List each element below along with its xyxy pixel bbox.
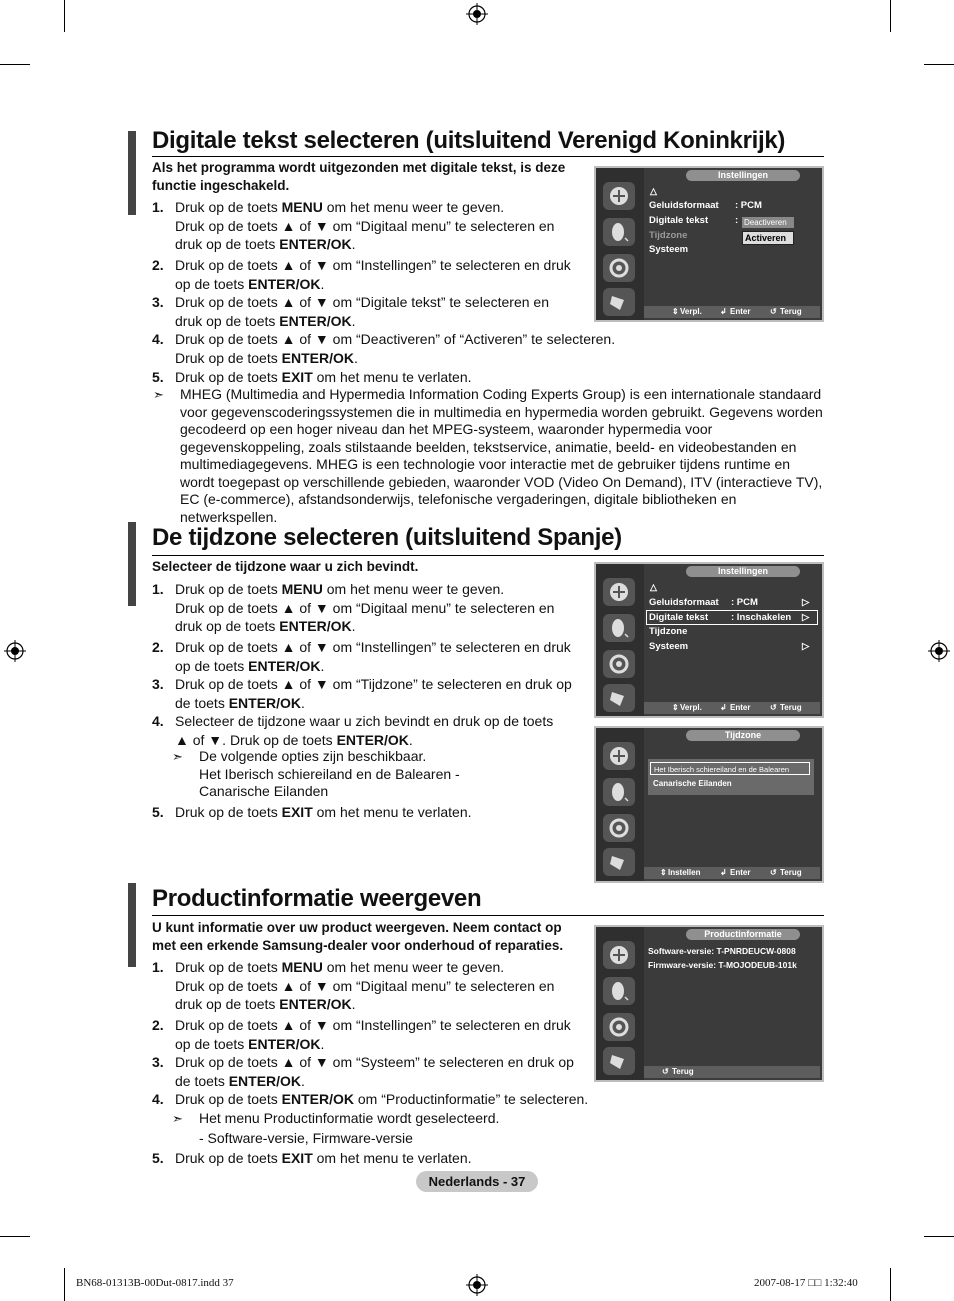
menu-row-value: : PCM xyxy=(731,597,758,608)
step-item: 5. Druk op de toets EXIT om het menu te verlaten. xyxy=(152,1150,472,1166)
nav-back-label: Terug xyxy=(672,1067,694,1076)
nav-back-label: Terug xyxy=(780,703,802,712)
section-accent-bar xyxy=(128,522,136,606)
section-title: Productinformatie weergeven xyxy=(152,885,482,912)
note-block: ➣ Het menu Productinformatie wordt geselecteerd. - Software-versie, Firmware-versie xyxy=(172,1110,500,1146)
nav-back-icon: ↺ xyxy=(770,307,777,316)
step-item: 4. Druk op de toets ▲ of ▼ om “Deactiveren” of “Activeren” te selecteren. Druk op de toets ENTER/OK. xyxy=(152,331,616,366)
osd-title: Instellingen xyxy=(686,170,800,181)
menu-row-colon: : xyxy=(735,215,739,226)
firmware-version: Firmware-versie: T-MOJODEUB-101k xyxy=(648,960,797,970)
osd-nav-bar xyxy=(644,1066,820,1078)
step-item: 1. Druk op de toets MENU om het menu weer te geven. Druk op de toets ▲ of ▼ om “Digitaal menu” te selecteren en druk op de toets ENTER/OK. xyxy=(152,581,555,634)
input-icon xyxy=(603,1047,635,1075)
section-accent-bar xyxy=(128,131,136,215)
setup-icon xyxy=(603,814,635,842)
page-number-badge: Nederlands - 37 xyxy=(416,1171,538,1192)
option-deactiveren[interactable]: Deactiveren xyxy=(742,217,794,228)
nav-enter-label: Enter xyxy=(730,703,751,712)
menu-row-label[interactable]: Digitale tekst xyxy=(649,612,709,623)
submenu-arrow-icon: ▷ xyxy=(802,641,810,652)
note-block: ➣ De volgende opties zijn beschikbaar. Het Iberisch schiereiland en de Balearen - Canarische Eilanden xyxy=(172,748,460,799)
setup-icon xyxy=(603,254,635,282)
nav-enter-label: Enter xyxy=(730,307,751,316)
timezone-option-canarische[interactable]: Canarische Eilanden xyxy=(653,779,732,788)
nav-move-icon: ⇕ xyxy=(660,868,667,877)
step-item: 5. Druk op de toets EXIT om het menu te verlaten. xyxy=(152,369,472,385)
menu-row-value: : PCM xyxy=(735,200,762,211)
section-rule xyxy=(152,915,824,916)
sound-icon xyxy=(603,778,635,806)
registration-mark-icon xyxy=(466,3,488,25)
osd-icon-column xyxy=(596,927,644,1080)
setup-icon xyxy=(603,650,635,678)
picture-icon xyxy=(603,578,635,606)
menu-row-label[interactable]: Digitale tekst xyxy=(649,215,709,226)
nav-move-icon: ⇕ xyxy=(672,703,679,712)
input-icon xyxy=(603,684,635,712)
nav-enter-label: Enter xyxy=(730,868,751,877)
registration-mark-icon xyxy=(466,1274,488,1296)
note-block: ➣ MHEG (Multimedia and Hypermedia Information Coding Experts Group) is een internationale standaard voor gegevenscoderingssystemen die in multimedia en hypermedia worden gebruikt. Gegevens worden gecodeerd op een hoger niveau dan het MPEG-systeem, waaronder hypermedia voor gegevenskoppeling, zoals stilstaande beelden, tekstservice, animatie, beeld- en videobestanden en multimediagegevens. MHEG is een technologie voor interactie met de gebruiker tijdens runtime en wordt toegepast op verschillende gebieden, waaronder VOD (Video On Demand), ITV (interactieve TV), EC (e-commerce), afstandsonderwijs, telefonische vergaderingen, digitale bibliotheken en netwerkspellen. xyxy=(153,386,823,525)
nav-back-label: Terug xyxy=(780,307,802,316)
step-item: 3. Druk op de toets ▲ of ▼ om “Digitale tekst” te selecteren en druk op de toets ENTER/OK. xyxy=(152,294,549,329)
nav-back-icon: ↺ xyxy=(770,868,777,877)
tv-menu-screen-instellingen xyxy=(594,562,824,718)
menu-row-label[interactable]: Geluidsformaat xyxy=(649,597,719,608)
osd-nav-bar xyxy=(644,306,820,318)
section-accent-bar xyxy=(128,883,136,967)
setup-icon xyxy=(603,1013,635,1041)
tv-menu-screen-productinformatie xyxy=(594,925,824,1082)
step-item: 3. Druk op de toets ▲ of ▼ om “Tijdzone” te selecteren en druk op de toets ENTER/OK. xyxy=(152,676,572,711)
osd-nav-bar xyxy=(644,867,820,879)
osd-nav-bar xyxy=(644,702,820,714)
osd-icon-column xyxy=(596,564,644,716)
crop-mark xyxy=(64,0,65,32)
tv-menu-screen-tijdzone xyxy=(594,726,824,883)
nav-move-label: Verpl. xyxy=(680,703,702,712)
menu-row-label[interactable]: Systeem xyxy=(649,244,689,255)
input-icon xyxy=(603,288,635,316)
step-item: 1. Druk op de toets MENU om het menu weer te geven. Druk op de toets ▲ of ▼ om “Digitaal menu” te selecteren en druk op de toets ENTER/OK. xyxy=(152,959,555,1012)
arrow-note-icon: ➣ xyxy=(153,387,164,402)
nav-enter-icon: ↲ xyxy=(720,703,727,712)
crop-mark xyxy=(890,1268,891,1301)
registration-mark-icon xyxy=(4,640,26,662)
osd-icon-column xyxy=(596,728,644,881)
section-title: Digitale tekst selecteren (uitsluitend Verenigd Koninkrijk) xyxy=(152,127,786,154)
nav-enter-icon: ↲ xyxy=(720,868,727,877)
step-item: 1. Druk op de toets MENU om het menu weer te geven. Druk op de toets ▲ of ▼ om “Digitaal menu” te selecteren en druk op de toets ENTER/OK. xyxy=(152,199,555,252)
timezone-list xyxy=(648,759,814,795)
crop-mark xyxy=(0,64,30,65)
section-rule xyxy=(152,156,824,157)
print-slug-file: BN68-01313B-00Dut-0817.indd 37 xyxy=(76,1277,234,1289)
scroll-up-icon: △ xyxy=(650,582,657,592)
menu-row-label[interactable]: Systeem xyxy=(649,641,689,652)
step-item: 3. Druk op de toets ▲ of ▼ om “Systeem” te selecteren en druk op de toets ENTER/OK. xyxy=(152,1054,574,1089)
crop-mark xyxy=(924,64,954,65)
section-intro: Selecteer de tijdzone waar u zich bevindt. xyxy=(152,559,419,574)
menu-row-value: : Inschakelen xyxy=(731,612,792,623)
menu-row-label[interactable]: Geluidsformaat xyxy=(649,200,719,211)
step-item: 4. Selecteer de tijdzone waar u zich bevindt en druk op de toets ▲ of ▼. Druk op de toets ENTER/OK. xyxy=(152,713,554,748)
registration-mark-icon xyxy=(928,640,950,662)
picture-icon xyxy=(603,742,635,770)
crop-mark xyxy=(924,1236,954,1237)
menu-row-label[interactable]: Tijdzone xyxy=(649,626,688,637)
arrow-note-icon: ➣ xyxy=(172,1111,183,1126)
timezone-option-iberisch[interactable]: Het Iberisch schiereiland en de Balearen xyxy=(650,762,810,775)
crop-mark xyxy=(64,1268,65,1301)
software-version: Software-versie: T-PNRDEUCW-0808 xyxy=(648,946,796,956)
arrow-note-icon: ➣ xyxy=(172,749,183,764)
sound-icon xyxy=(603,218,635,246)
step-item: 2. Druk op de toets ▲ of ▼ om “Instellingen” te selecteren en druk op de toets ENTER/OK. xyxy=(152,1017,571,1052)
sound-icon xyxy=(603,614,635,642)
option-activeren[interactable]: Activeren xyxy=(742,231,794,245)
crop-mark xyxy=(0,1236,30,1237)
osd-title: Instellingen xyxy=(686,566,800,577)
section-intro: U kunt informatie over uw product weergeven. Neem contact op met een erkende Samsung-dealer voor onderhoud of reparaties. xyxy=(152,920,564,953)
nav-move-icon: ⇕ xyxy=(672,307,679,316)
input-icon xyxy=(603,848,635,876)
osd-icon-column xyxy=(596,168,644,320)
nav-enter-icon: ↲ xyxy=(720,307,727,316)
menu-row-label[interactable]: Tijdzone xyxy=(649,230,688,241)
step-item: 4. Druk op de toets ENTER/OK om “Productinformatie” te selecteren. xyxy=(152,1091,589,1107)
nav-set-label: Instellen xyxy=(668,868,701,877)
scroll-up-icon: △ xyxy=(650,186,657,196)
picture-icon xyxy=(603,941,635,969)
tv-menu-screen-instellingen xyxy=(594,166,824,322)
step-item: 2. Druk op de toets ▲ of ▼ om “Instellingen” te selecteren en druk op de toets ENTER/OK. xyxy=(152,257,571,292)
osd-title: Tijdzone xyxy=(686,730,800,741)
section-intro: Als het programma wordt uitgezonden met digitale tekst, is deze functie ingeschakeld. xyxy=(152,160,566,193)
step-item: 2. Druk op de toets ▲ of ▼ om “Instellingen” te selecteren en druk op de toets ENTER/OK. xyxy=(152,639,571,674)
section-title: De tijdzone selecteren (uitsluitend Spanje) xyxy=(152,524,622,551)
osd-title: Productinformatie xyxy=(686,929,800,940)
submenu-arrow-icon: ▷ xyxy=(802,597,810,608)
nav-back-label: Terug xyxy=(780,868,802,877)
nav-move-label: Verpl. xyxy=(680,307,702,316)
sound-icon xyxy=(603,977,635,1005)
section-rule xyxy=(152,555,824,556)
crop-mark xyxy=(890,0,891,32)
print-slug-date: 2007-08-17 □□ 1:32:40 xyxy=(754,1277,858,1289)
nav-back-icon: ↺ xyxy=(662,1067,669,1076)
picture-icon xyxy=(603,182,635,210)
submenu-arrow-icon: ▷ xyxy=(802,612,810,623)
nav-back-icon: ↺ xyxy=(770,703,777,712)
step-item: 5. Druk op de toets EXIT om het menu te verlaten. xyxy=(152,804,472,820)
